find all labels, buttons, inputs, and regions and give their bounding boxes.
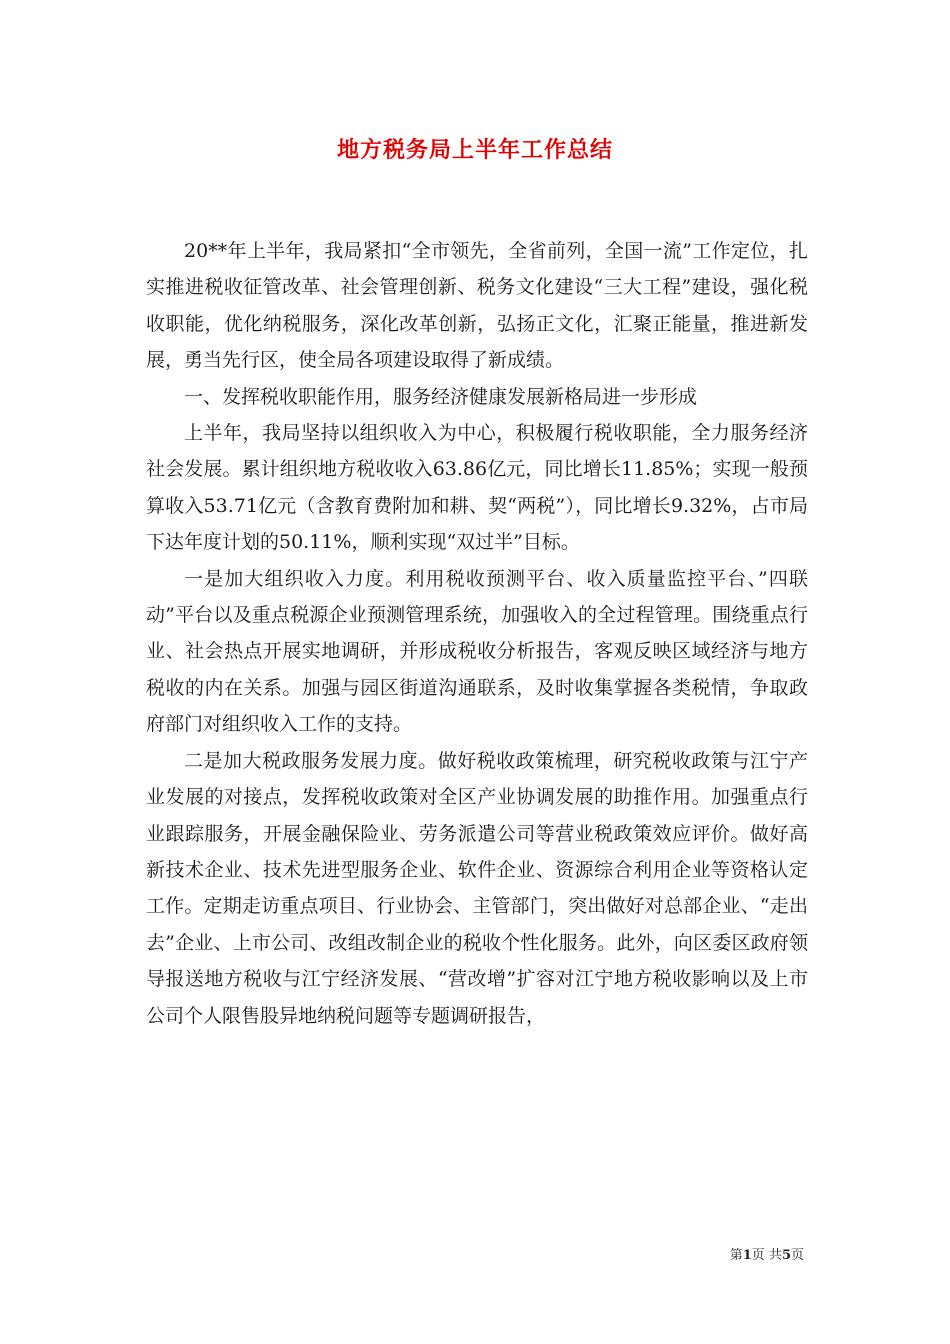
revenue-paragraph: 上半年，我局坚持以组织收入为中心，积极履行税收职能，全力服务经济社会发展。累计组织地方税收收入63.86亿元，同比增长11.85%；实现一般预算收入53.71亿元（含教育费附加和耕、契“两税”），同比增长9.32%，占市局下达年度计划的50.11%，顺利实现“双过半”目标。 bbox=[146, 422, 808, 554]
footer-middle: 页 共 bbox=[751, 1248, 782, 1263]
document-body bbox=[146, 233, 808, 1034]
section-heading-1: 一、发挥税收职能作用，服务经济健康发展新格局进一步形成 bbox=[184, 385, 698, 408]
page-footer bbox=[730, 1244, 804, 1263]
total-pages-number: 5 bbox=[781, 1248, 791, 1263]
point-1-paragraph: 一是加大组织收入力度。利用税收预测平台、收入质量监控平台、”四联动”平台以及重点税源企业预测管理系统，加强收入的全过程管理。围绕重点行业、社会热点开展实地调研，并形成税收分析报告，客观反映区域经济与地方税收的内在关系。加强与园区街道沟通联系，及时收集掌握各类税情，争取政府部门对组织收入工作的支持。 bbox=[146, 567, 808, 736]
footer-suffix: 页 bbox=[790, 1248, 804, 1263]
current-page-number: 1 bbox=[742, 1248, 752, 1263]
footer-prefix: 第 bbox=[729, 1248, 743, 1263]
document-title: 地方税务局上半年工作总结 bbox=[336, 137, 613, 163]
intro-paragraph: 20**年上半年，我局紧扣“全市领先，全省前列，全国一流”工作定位，扎实推进税收征管改革、社会管理创新、税务文化建设“三大工程”建设，强化税收职能，优化纳税服务，深化改革创新，弘扬正文化，汇聚正能量，推进新发展，勇当先行区，使全局各项建设取得了新成绩。 bbox=[146, 240, 808, 372]
point-2-paragraph: 二是加大税政服务发展力度。做好税收政策梳理，研究税收政策与江宁产业发展的对接点，发挥税收政策对全区产业协调发展的助推作用。加强重点行业跟踪服务，开展金融保险业、劳务派遣公司等营业税政策效应评价。做好高新技术企业、技术先进型服务企业、软件企业、资源综合利用企业等资格认定工作。定期走访重点项目、行业协会、主管部门，突出做好对总部企业、“走出去”企业、上市公司、改组改制企业的税收个性化服务。此外，向区委区政府领导报送地方税收与江宁经济发展、“营改增”扩容对江宁地方税收影响以及上市公司个人限售股异地纳税问题等专题调研报告， bbox=[146, 749, 808, 1027]
